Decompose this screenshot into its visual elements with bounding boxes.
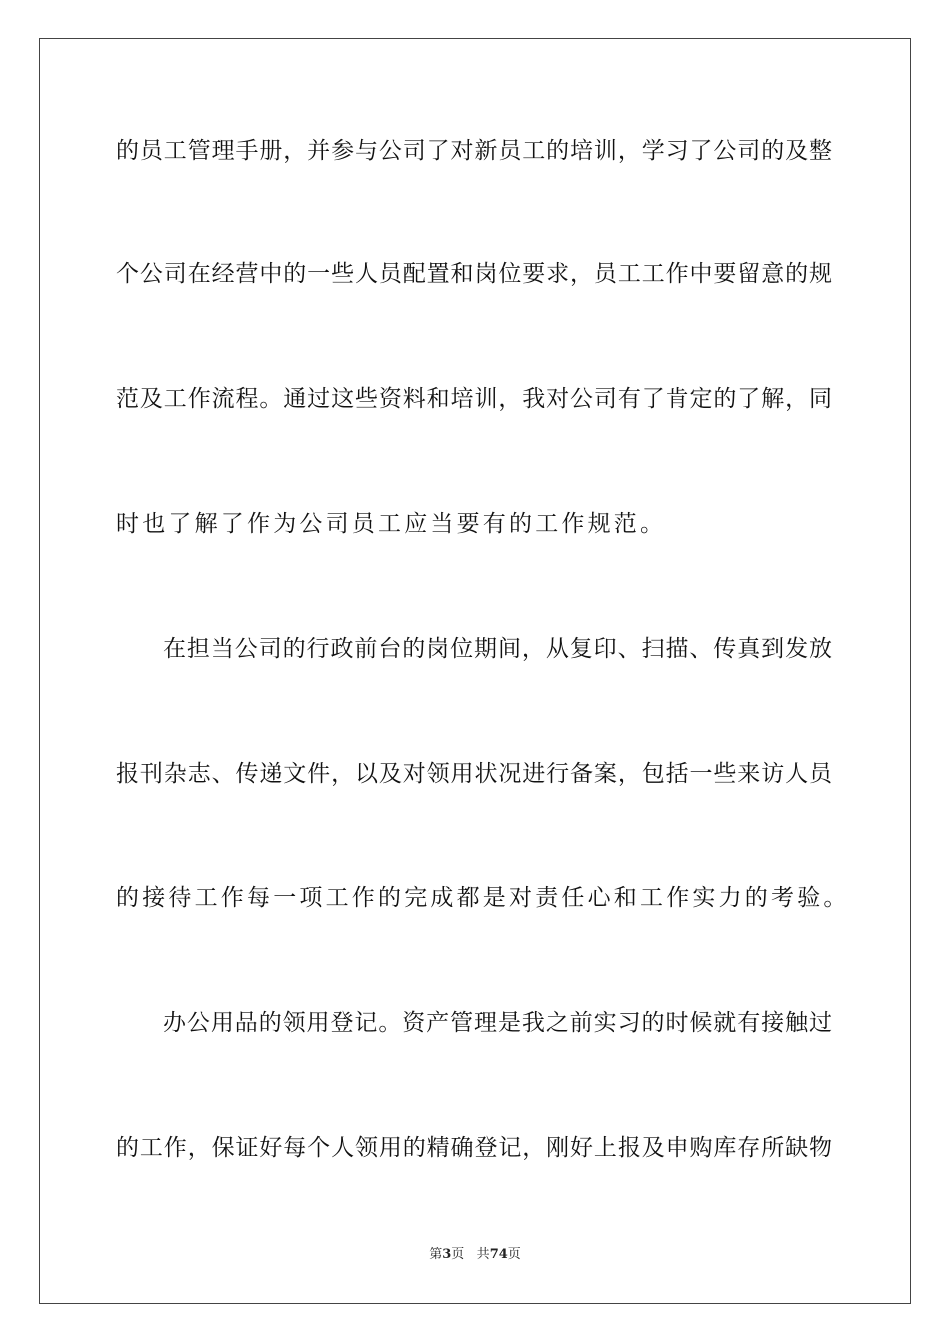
- total-pages: 74: [489, 1247, 508, 1262]
- paragraph-2-line-3: 的接待工作每一项工作的完成都是对责任心和工作实力的考验。: [116, 885, 850, 911]
- text-line-1: 的员工管理手册，并参与公司了对新员工的培训，学习了公司的及整: [116, 138, 832, 164]
- text-line-3: 范及工作流程。通过这些资料和培训，我对公司有了肯定的了解，同: [116, 386, 832, 412]
- page-footer: [0, 1246, 950, 1264]
- text-line-4: 时也了解了作为公司员工应当要有的工作规范。: [116, 511, 667, 537]
- page-number: 3: [442, 1247, 452, 1262]
- total-suffix: 页: [507, 1247, 521, 1262]
- text-line-2: 个公司在经营中的一些人员配置和岗位要求，员工工作中要留意的规: [116, 261, 832, 287]
- paragraph-2-line-1: 在担当公司的行政前台的岗位期间，从复印、扫描、传真到发放: [163, 636, 832, 662]
- page-prefix: 第: [429, 1247, 443, 1262]
- page-suffix: 页: [451, 1247, 465, 1262]
- paragraph-2-line-2: 报刊杂志、传递文件，以及对领用状况进行备案，包括一些来访人员: [116, 761, 832, 787]
- page-frame: [39, 38, 911, 1304]
- total-prefix: 共: [476, 1247, 490, 1262]
- paragraph-3-line-1: 办公用品的领用登记。资产管理是我之前实习的时候就有接触过: [163, 1010, 832, 1036]
- paragraph-3-line-2: 的工作，保证好每个人领用的精确登记，刚好上报及申购库存所缺物: [116, 1135, 832, 1161]
